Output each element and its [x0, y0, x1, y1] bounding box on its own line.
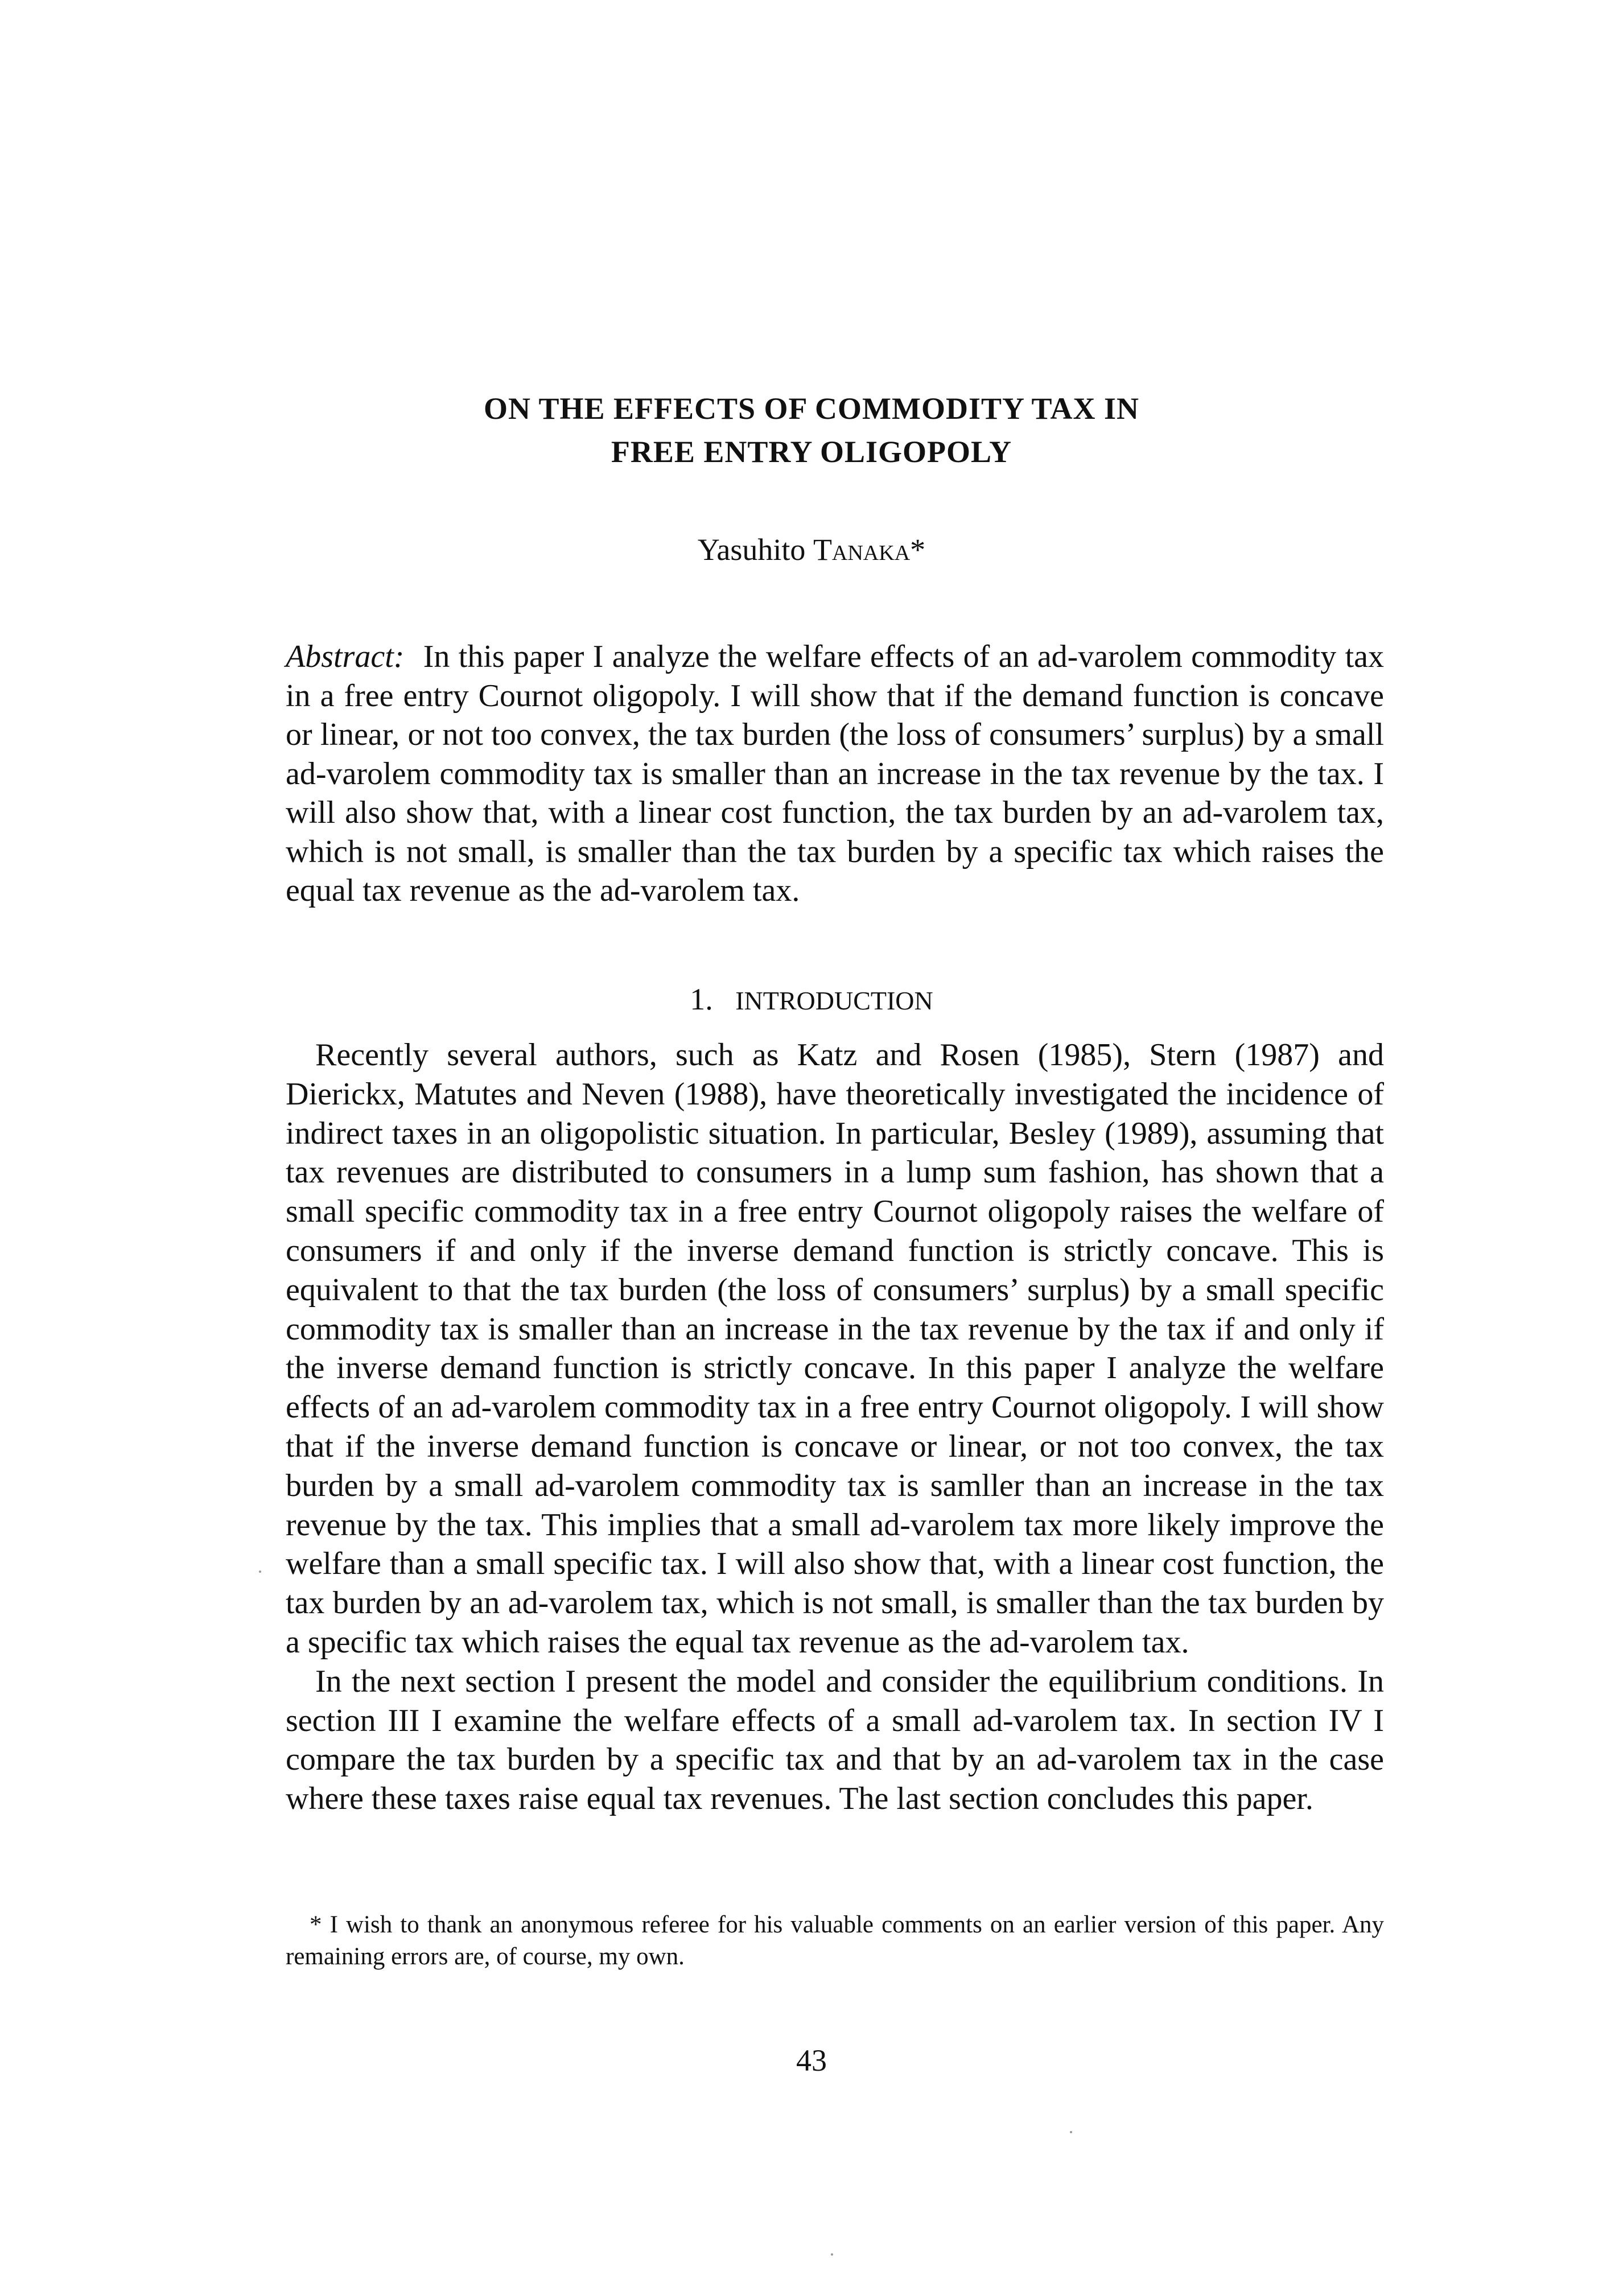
abstract-text: In this paper I analyze the welfare effects of an ad-varolem commodity tax in a free entry Cournot oligopoly. I will show that if the demand function is concave or linear, or not too convex, the tax burden (the loss of consumers’ surplus) by a small ad-varolem commodity tax is smaller than an increase in the tax revenue by the tax. I will also show that, with a linear cost function, the tax burden by an ad-varolem tax, which is not small, is smaller than the tax burden by a specific tax which raises the equal tax revenue as the ad-varolem tax.: [286, 639, 1385, 908]
page-number: 43: [796, 2043, 827, 2077]
footnote-text: * I wish to thank an anonymous referee for his valuable comments on an earlier version of this paper. Any remaining errors are, of course, my own.: [286, 1911, 1384, 1970]
footnote: [286, 1909, 1384, 1973]
section-number: 1.: [690, 982, 713, 1016]
scan-speck: [1070, 2131, 1072, 2133]
title-line-1: ON THE EFFECTS OF COMMODITY TAX IN: [483, 391, 1140, 426]
author-line: [0, 532, 1623, 567]
paper-title: [0, 387, 1623, 473]
paragraph: In the next section I present the model and consider the equilibrium conditions. In section III I examine the welfare effects of a small ad-varolem tax. In section IV I compare the tax burden by a specific tax and that by an ad-varolem tax in the case where these taxes raise equal tax revenues. The last section concludes this paper.: [286, 1663, 1384, 1817]
abstract: [286, 637, 1384, 910]
title-line-2: FREE ENTRY OLIGOPOLY: [611, 435, 1012, 469]
author-last-name: Tanaka: [813, 533, 911, 567]
scan-speck: [831, 2253, 833, 2256]
section-heading: [0, 982, 1623, 1017]
scan-speck: [259, 1570, 261, 1573]
paragraph: Recently several authors, such as Katz and Rosen (1985), Stern (1987) and Dierickx, Matutes and Neven (1988), have theoretically investigated the incidence of indirect taxes in an oligopolistic situation. In particular, Besley (1989), assuming that tax revenues are distributed to consumers in a lump sum fashion, has shown that a small specific commodity tax in a free entry Cournot oligopoly raises the welfare of consumers if and only if the inverse demand function is strictly concave. This is equivalent to that the tax burden (the loss of consumers’ surplus) by a small specific commodity tax is smaller than an increase in the tax revenue by the tax if and only if the inverse demand function is strictly concave. In this paper I analyze the welfare effects of an ad-varolem commodity tax in a free entry Cournot oligopoly. I will show that if the inverse demand function is concave or linear, or not too convex, the tax burden by a small ad-varolem commodity tax is samller than an increase in the tax revenue by the tax. This implies that a small ad-varolem tax more likely improve the welfare than a small specific tax. I will also show that, with a linear cost function, the tax burden by an ad-varolem tax, which is not small, is smaller than the tax burden by a specific tax which raises the equal tax revenue as the ad-varolem tax.: [286, 1037, 1384, 1660]
abstract-label: Abstract:: [286, 639, 405, 674]
section-title: INTRODUCTION: [735, 986, 933, 1015]
body-text: [286, 1036, 1384, 1819]
author-first-name: Yasuhito: [697, 533, 806, 567]
author-footnote-mark: *: [910, 533, 926, 567]
